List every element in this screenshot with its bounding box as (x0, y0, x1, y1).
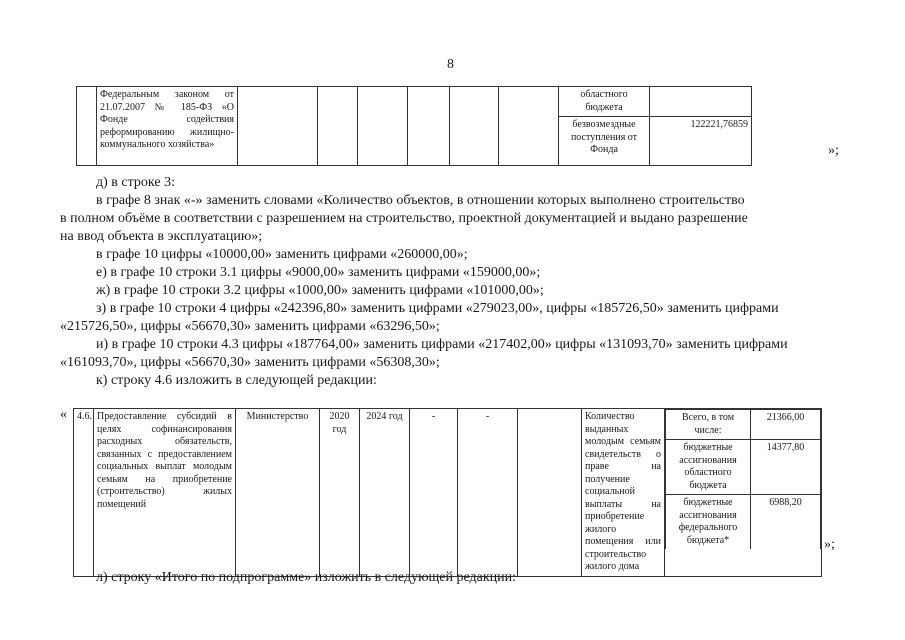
funding-label-regional: бюджетные ассигнования областного бюджета (666, 440, 751, 495)
funding-sources (665, 409, 822, 577)
paragraph-d-text-2: в полном объёме в соответствии с разрешением на строительство, проектной документацией и выдано разрешение (60, 211, 748, 226)
paragraph-i-1: и) в графе 10 строки 4.3 цифры «187764,00» заменить цифрами «217402,00» цифры «131093,70» заменить цифрами (96, 337, 788, 352)
year-end: 2024 год (360, 409, 410, 577)
page-number: 8 (447, 57, 454, 72)
funding-label-total: Всего, в том числе: (666, 410, 751, 440)
closing-quote-2: »; (824, 537, 835, 552)
paragraph-k: к) строку 4.6 изложить в следующей редакции: (96, 373, 377, 388)
funding-value-regional: 14377,80 (751, 440, 821, 495)
year-start: 2020 год (320, 409, 360, 577)
amount-fund: 122221,76859 (650, 117, 752, 166)
source-fund: безвозмездные поступления от Фонда (559, 117, 650, 166)
paragraph-z-2: «215726,50», цифры «56670,30» заменить цифрами «63296,50»; (60, 319, 440, 334)
paragraph-l: л) строку «Итого по подпрограмме» изложить в следующей редакции: (96, 570, 517, 585)
table-row-4-6 (73, 408, 822, 577)
dash-cell-1: - (410, 409, 458, 577)
paragraph-graph10: в графе 10 цифры «10000,00» заменить цифрами «260000,00»; (96, 247, 468, 262)
indicator: Количество выданных молодым семьям свидетельств о праве на получение социальной выплаты на приобретение жилого помещения или строительство жилого дома (582, 409, 665, 577)
paragraph-e: е) в графе 10 строки 3.1 цифры «9000,00» заменить цифрами «159000,00»; (96, 265, 541, 280)
closing-quote-1: »; (828, 143, 839, 158)
table-continuation (76, 86, 752, 166)
source-regional: областного бюджета (559, 87, 650, 117)
paragraph-d: д) в строке 3: (96, 175, 175, 190)
funding-value-total: 21366,00 (751, 410, 821, 440)
row-number: 4.6. (74, 409, 94, 577)
opening-quote-2: « (60, 407, 67, 422)
paragraph-zh: ж) в графе 10 строки 3.2 цифры «1000,00» заменить цифрами «101000,00»; (96, 283, 544, 298)
funding-label-federal: бюджетные ассигнования федерального бюджета* (666, 495, 751, 550)
dash-cell-2: - (458, 409, 518, 577)
activity-name: Предоставление субсидий в целях софинансирования расходных обязательств, связанных с предоставлением социальных выплат молодым семьям на приобретение (строительство) жилых помещений (94, 409, 236, 577)
law-reference: Федеральным законом от 21.07.2007 № 185-ФЗ «О Фонде содействия реформированию жилищно-коммунального хозяйства» (97, 87, 238, 166)
paragraph-z-1: з) в графе 10 строки 4 цифры «242396,80» заменить цифрами «279023,00», цифры «185726,50» заменить цифрами (96, 301, 779, 316)
paragraph-i-2: «161093,70», цифры «56670,30» заменить цифрами «56308,30»; (60, 355, 440, 370)
funding-value-federal: 6988,20 (751, 495, 821, 550)
paragraph-d-text-1: в графе 8 знак «-» заменить словами «Количество объектов, в отношении которых выполнено строительство (96, 193, 745, 208)
executor: Министерство (236, 409, 320, 577)
paragraph-d-text-3: на ввод объекта в эксплуатацию»; (60, 229, 263, 244)
